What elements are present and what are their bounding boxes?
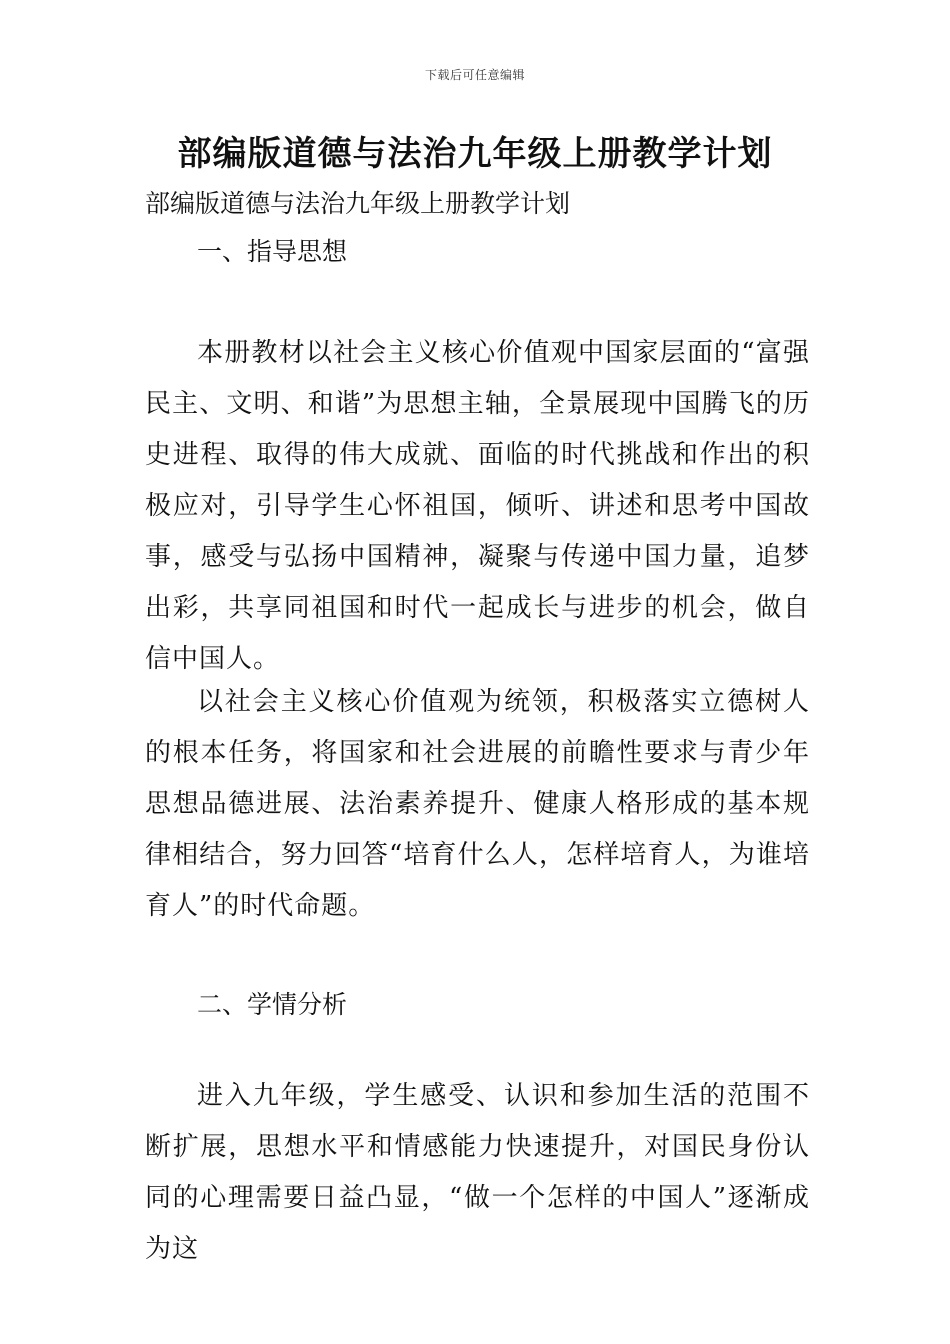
paragraph-guiding-ideology-2: 以社会主义核心价值观为统领，积极落实立德树人的根本任务，将国家和社会进展的前瞻性要求与青少年思想品德进展、法治素养提升、健康人格形成的基本规律相结合，努力回答“培育什么人，怎样培育人，为谁培育人”的时代命题。 bbox=[145, 687, 810, 921]
section-heading-student-analysis: 二、学情分析 bbox=[197, 990, 348, 1019]
section-heading-guiding-ideology: 一、指导思想 bbox=[197, 237, 348, 266]
document-subtitle: 部编版道德与法治九年级上册教学计划 bbox=[145, 189, 571, 218]
paragraph-student-analysis: 进入九年级，学生感受、认识和参加生活的范围不断扩展，思想水平和情感能力快速提升，对国民身份认同的心理需要日益凸显，“做一个怎样的中国人”逐渐成为这 bbox=[145, 1081, 810, 1264]
header-note: 下载后可任意编辑 bbox=[424, 68, 525, 82]
document-title: 部编版道德与法治九年级上册教学计划 bbox=[177, 134, 773, 174]
paragraph-guiding-ideology-1: 本册教材以社会主义核心价值观中国家层面的“富强民主、文明、和谐”为思想主轴，全景展现中国腾飞的历史进程、取得的伟大成就、面临的时代挑战和作出的积极应对，引导学生心怀祖国，倾听、讲述和思考中国故事，感受与弘扬中国精神，凝聚与传递中国力量，追梦出彩，共享同祖国和时代一起成长与进步的机会，做自信中国人。 bbox=[145, 338, 810, 674]
